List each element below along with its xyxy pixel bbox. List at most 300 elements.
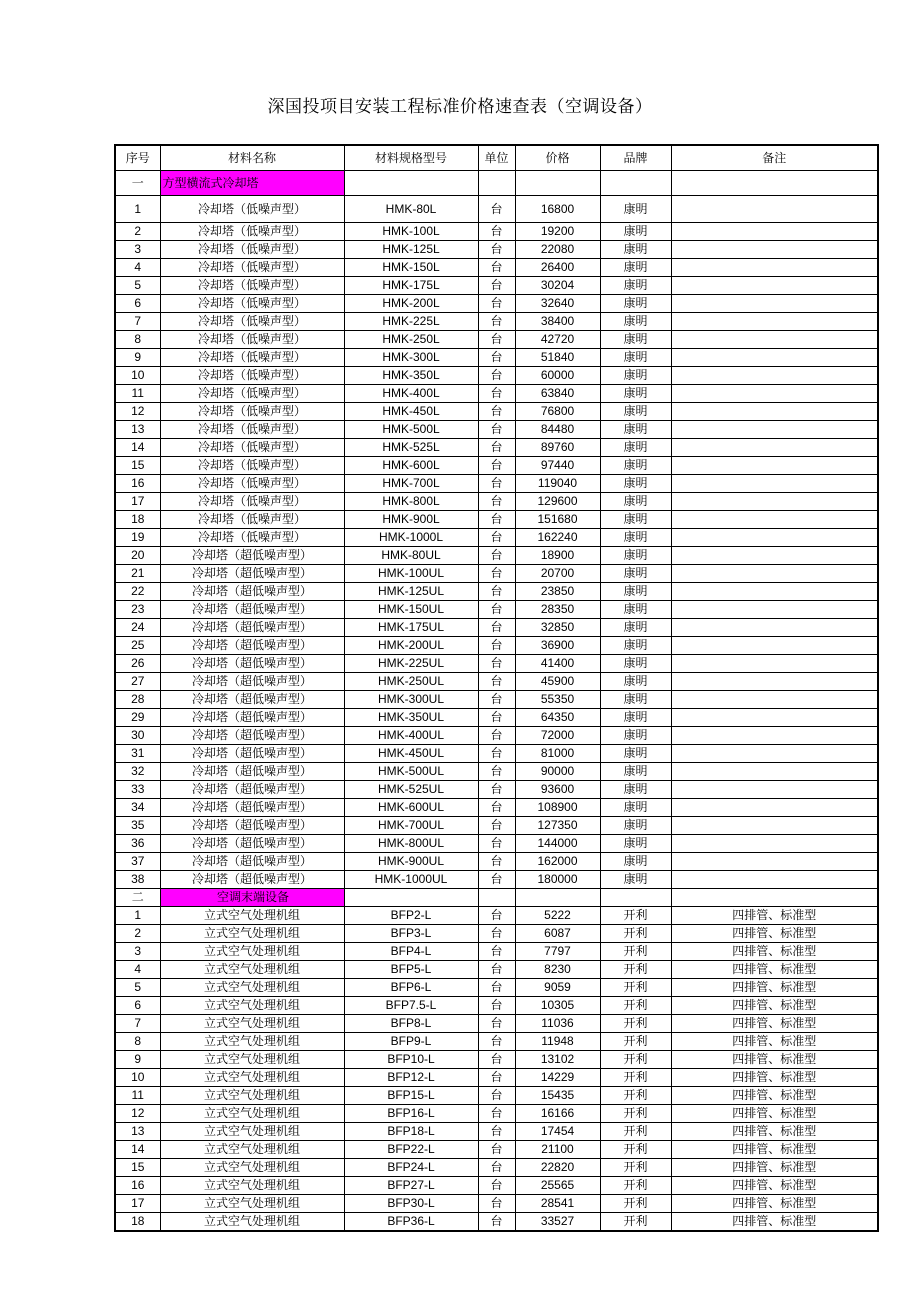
cell-remark xyxy=(671,313,878,331)
cell-price: 21100 xyxy=(515,1141,600,1159)
table-row xyxy=(115,511,878,529)
cell-price: 8230 xyxy=(515,961,600,979)
cell-price: 129600 xyxy=(515,493,600,511)
cell-price: 72000 xyxy=(515,727,600,745)
cell-index: 14 xyxy=(115,1141,160,1159)
cell-unit: 台 xyxy=(478,349,515,367)
cell-brand: 康明 xyxy=(600,259,671,277)
cell-index: 6 xyxy=(115,997,160,1015)
cell-model: HMK-400UL xyxy=(344,727,478,745)
cell-model: HMK-1000UL xyxy=(344,871,478,889)
cell-unit: 台 xyxy=(478,907,515,925)
table-row xyxy=(115,673,878,691)
cell-remark xyxy=(671,421,878,439)
cell-price: 89760 xyxy=(515,439,600,457)
cell-brand: 开利 xyxy=(600,1105,671,1123)
cell-unit: 台 xyxy=(478,727,515,745)
cell-remark xyxy=(671,601,878,619)
cell-remark xyxy=(671,853,878,871)
cell-name: 冷却塔（超低噪声型） xyxy=(160,799,344,817)
cell-price: 64350 xyxy=(515,709,600,727)
section-empty-cell xyxy=(344,171,478,196)
cell-price: 81000 xyxy=(515,745,600,763)
cell-remark xyxy=(671,295,878,313)
table-row xyxy=(115,1141,878,1159)
cell-index: 36 xyxy=(115,835,160,853)
cell-brand: 康明 xyxy=(600,763,671,781)
cell-model: BFP9-L xyxy=(344,1033,478,1051)
cell-brand: 康明 xyxy=(600,349,671,367)
price-table xyxy=(114,144,879,1232)
cell-brand: 开利 xyxy=(600,979,671,997)
cell-price: 180000 xyxy=(515,871,600,889)
table-row xyxy=(115,403,878,421)
cell-index: 1 xyxy=(115,196,160,223)
cell-name: 冷却塔（超低噪声型） xyxy=(160,673,344,691)
cell-name: 立式空气处理机组 xyxy=(160,1051,344,1069)
cell-unit: 台 xyxy=(478,781,515,799)
cell-unit: 台 xyxy=(478,1141,515,1159)
cell-price: 90000 xyxy=(515,763,600,781)
cell-index: 35 xyxy=(115,817,160,835)
table-row xyxy=(115,979,878,997)
cell-unit: 台 xyxy=(478,529,515,547)
cell-model: BFP3-L xyxy=(344,925,478,943)
cell-unit: 台 xyxy=(478,853,515,871)
cell-name: 冷却塔（低噪声型） xyxy=(160,241,344,259)
cell-unit: 台 xyxy=(478,403,515,421)
cell-remark xyxy=(671,403,878,421)
cell-name: 冷却塔（超低噪声型） xyxy=(160,565,344,583)
cell-index: 16 xyxy=(115,1177,160,1195)
table-header-row xyxy=(115,145,878,171)
cell-price: 17454 xyxy=(515,1123,600,1141)
cell-price: 28541 xyxy=(515,1195,600,1213)
cell-name: 冷却塔（超低噪声型） xyxy=(160,853,344,871)
cell-brand: 康明 xyxy=(600,385,671,403)
cell-index: 6 xyxy=(115,295,160,313)
cell-unit: 台 xyxy=(478,475,515,493)
table-row xyxy=(115,997,878,1015)
cell-index: 10 xyxy=(115,1069,160,1087)
cell-brand: 康明 xyxy=(600,196,671,223)
section-empty-cell xyxy=(600,171,671,196)
cell-unit: 台 xyxy=(478,763,515,781)
cell-brand: 康明 xyxy=(600,619,671,637)
cell-unit: 台 xyxy=(478,835,515,853)
cell-model: BFP27-L xyxy=(344,1177,478,1195)
table-row xyxy=(115,853,878,871)
cell-remark xyxy=(671,331,878,349)
cell-remark: 四排管、标准型 xyxy=(671,925,878,943)
cell-index: 7 xyxy=(115,1015,160,1033)
cell-brand: 开利 xyxy=(600,961,671,979)
cell-brand: 开利 xyxy=(600,1123,671,1141)
cell-remark: 四排管、标准型 xyxy=(671,1069,878,1087)
cell-index: 17 xyxy=(115,493,160,511)
cell-remark xyxy=(671,457,878,475)
cell-remark xyxy=(671,763,878,781)
cell-price: 11036 xyxy=(515,1015,600,1033)
cell-brand: 康明 xyxy=(600,493,671,511)
cell-name: 冷却塔（超低噪声型） xyxy=(160,835,344,853)
cell-model: BFP5-L xyxy=(344,961,478,979)
cell-index: 15 xyxy=(115,457,160,475)
table-row xyxy=(115,349,878,367)
cell-brand: 康明 xyxy=(600,691,671,709)
table-row xyxy=(115,565,878,583)
cell-price: 22820 xyxy=(515,1159,600,1177)
cell-model: BFP8-L xyxy=(344,1015,478,1033)
cell-index: 8 xyxy=(115,1033,160,1051)
cell-unit: 台 xyxy=(478,547,515,565)
cell-unit: 台 xyxy=(478,1015,515,1033)
cell-price: 5222 xyxy=(515,907,600,925)
cell-brand: 康明 xyxy=(600,709,671,727)
cell-unit: 台 xyxy=(478,709,515,727)
cell-remark xyxy=(671,799,878,817)
table-row xyxy=(115,907,878,925)
table-row xyxy=(115,871,878,889)
cell-unit: 台 xyxy=(478,673,515,691)
cell-name: 冷却塔（超低噪声型） xyxy=(160,763,344,781)
cell-remark xyxy=(671,655,878,673)
cell-index: 8 xyxy=(115,331,160,349)
cell-name: 立式空气处理机组 xyxy=(160,979,344,997)
cell-model: HMK-80L xyxy=(344,196,478,223)
cell-model: HMK-150L xyxy=(344,259,478,277)
cell-brand: 康明 xyxy=(600,601,671,619)
cell-price: 97440 xyxy=(515,457,600,475)
header-model: 材料规格型号 xyxy=(344,145,478,171)
cell-name: 冷却塔（超低噪声型） xyxy=(160,583,344,601)
table-row xyxy=(115,619,878,637)
cell-remark: 四排管、标准型 xyxy=(671,1141,878,1159)
cell-index: 31 xyxy=(115,745,160,763)
table-row xyxy=(115,529,878,547)
cell-price: 32640 xyxy=(515,295,600,313)
cell-price: 19200 xyxy=(515,223,600,241)
cell-unit: 台 xyxy=(478,745,515,763)
cell-remark xyxy=(671,223,878,241)
cell-name: 冷却塔（超低噪声型） xyxy=(160,655,344,673)
cell-price: 162240 xyxy=(515,529,600,547)
cell-name: 冷却塔（低噪声型） xyxy=(160,295,344,313)
cell-brand: 康明 xyxy=(600,439,671,457)
cell-remark: 四排管、标准型 xyxy=(671,979,878,997)
cell-unit: 台 xyxy=(478,637,515,655)
cell-index: 15 xyxy=(115,1159,160,1177)
cell-remark: 四排管、标准型 xyxy=(671,907,878,925)
cell-remark xyxy=(671,871,878,889)
cell-remark xyxy=(671,475,878,493)
cell-model: HMK-125UL xyxy=(344,583,478,601)
cell-remark xyxy=(671,781,878,799)
cell-brand: 康明 xyxy=(600,475,671,493)
cell-brand: 康明 xyxy=(600,529,671,547)
cell-remark xyxy=(671,367,878,385)
cell-model: HMK-350L xyxy=(344,367,478,385)
cell-model: HMK-500UL xyxy=(344,763,478,781)
cell-price: 22080 xyxy=(515,241,600,259)
cell-remark: 四排管、标准型 xyxy=(671,1177,878,1195)
cell-model: BFP6-L xyxy=(344,979,478,997)
table-row xyxy=(115,637,878,655)
cell-index: 22 xyxy=(115,583,160,601)
cell-unit: 台 xyxy=(478,1195,515,1213)
cell-price: 63840 xyxy=(515,385,600,403)
cell-index: 3 xyxy=(115,943,160,961)
cell-unit: 台 xyxy=(478,925,515,943)
cell-model: HMK-250L xyxy=(344,331,478,349)
cell-index: 3 xyxy=(115,241,160,259)
cell-index: 33 xyxy=(115,781,160,799)
cell-model: HMK-800L xyxy=(344,493,478,511)
cell-remark xyxy=(671,277,878,295)
cell-index: 9 xyxy=(115,349,160,367)
cell-index: 10 xyxy=(115,367,160,385)
cell-remark: 四排管、标准型 xyxy=(671,1033,878,1051)
table-row xyxy=(115,709,878,727)
cell-name: 冷却塔（低噪声型） xyxy=(160,259,344,277)
cell-remark: 四排管、标准型 xyxy=(671,997,878,1015)
cell-remark: 四排管、标准型 xyxy=(671,1087,878,1105)
cell-brand: 康明 xyxy=(600,871,671,889)
cell-name: 立式空气处理机组 xyxy=(160,997,344,1015)
cell-unit: 台 xyxy=(478,295,515,313)
cell-remark xyxy=(671,196,878,223)
cell-remark xyxy=(671,619,878,637)
table-row xyxy=(115,421,878,439)
cell-model: HMK-700UL xyxy=(344,817,478,835)
cell-remark xyxy=(671,529,878,547)
table-row xyxy=(115,1123,878,1141)
cell-brand: 开利 xyxy=(600,1051,671,1069)
cell-price: 84480 xyxy=(515,421,600,439)
cell-name: 冷却塔（低噪声型） xyxy=(160,457,344,475)
cell-index: 17 xyxy=(115,1195,160,1213)
cell-unit: 台 xyxy=(478,1087,515,1105)
cell-price: 151680 xyxy=(515,511,600,529)
cell-price: 16800 xyxy=(515,196,600,223)
cell-index: 4 xyxy=(115,961,160,979)
cell-price: 15435 xyxy=(515,1087,600,1105)
cell-brand: 康明 xyxy=(600,547,671,565)
table-row xyxy=(115,277,878,295)
cell-name: 冷却塔（超低噪声型） xyxy=(160,637,344,655)
cell-price: 11948 xyxy=(515,1033,600,1051)
cell-brand: 康明 xyxy=(600,223,671,241)
table-row xyxy=(115,655,878,673)
cell-model: HMK-1000L xyxy=(344,529,478,547)
table-row xyxy=(115,781,878,799)
table-row xyxy=(115,745,878,763)
table-row xyxy=(115,1195,878,1213)
cell-unit: 台 xyxy=(478,583,515,601)
cell-name: 立式空气处理机组 xyxy=(160,1141,344,1159)
table-row xyxy=(115,1213,878,1232)
cell-unit: 台 xyxy=(478,241,515,259)
cell-index: 21 xyxy=(115,565,160,583)
cell-name: 冷却塔（超低噪声型） xyxy=(160,871,344,889)
cell-name: 冷却塔（低噪声型） xyxy=(160,196,344,223)
cell-name: 立式空气处理机组 xyxy=(160,925,344,943)
cell-name: 冷却塔（低噪声型） xyxy=(160,421,344,439)
cell-name: 冷却塔（低噪声型） xyxy=(160,493,344,511)
table-row xyxy=(115,196,878,223)
cell-index: 28 xyxy=(115,691,160,709)
cell-unit: 台 xyxy=(478,1051,515,1069)
cell-model: HMK-225UL xyxy=(344,655,478,673)
cell-index: 13 xyxy=(115,1123,160,1141)
cell-name: 立式空气处理机组 xyxy=(160,1087,344,1105)
cell-price: 20700 xyxy=(515,565,600,583)
cell-index: 38 xyxy=(115,871,160,889)
cell-remark: 四排管、标准型 xyxy=(671,961,878,979)
table-row xyxy=(115,943,878,961)
cell-name: 冷却塔（超低噪声型） xyxy=(160,709,344,727)
cell-model: BFP36-L xyxy=(344,1213,478,1232)
cell-name: 冷却塔（超低噪声型） xyxy=(160,817,344,835)
cell-index: 13 xyxy=(115,421,160,439)
cell-model: HMK-300L xyxy=(344,349,478,367)
header-remark: 备注 xyxy=(671,145,878,171)
cell-index: 27 xyxy=(115,673,160,691)
table-row xyxy=(115,313,878,331)
cell-index: 18 xyxy=(115,1213,160,1232)
cell-remark xyxy=(671,547,878,565)
table-row xyxy=(115,493,878,511)
cell-brand: 康明 xyxy=(600,799,671,817)
cell-brand: 开利 xyxy=(600,1141,671,1159)
cell-unit: 台 xyxy=(478,1105,515,1123)
cell-index: 7 xyxy=(115,313,160,331)
section-empty-cell xyxy=(478,171,515,196)
cell-remark xyxy=(671,439,878,457)
cell-remark xyxy=(671,385,878,403)
cell-brand: 康明 xyxy=(600,781,671,799)
cell-name: 立式空气处理机组 xyxy=(160,907,344,925)
cell-remark xyxy=(671,691,878,709)
cell-price: 16166 xyxy=(515,1105,600,1123)
cell-index: 11 xyxy=(115,1087,160,1105)
cell-name: 冷却塔（低噪声型） xyxy=(160,511,344,529)
table-row xyxy=(115,601,878,619)
cell-model: HMK-200UL xyxy=(344,637,478,655)
cell-price: 76800 xyxy=(515,403,600,421)
cell-brand: 开利 xyxy=(600,925,671,943)
cell-name: 冷却塔（超低噪声型） xyxy=(160,781,344,799)
cell-price: 127350 xyxy=(515,817,600,835)
cell-model: HMK-600UL xyxy=(344,799,478,817)
cell-name: 立式空气处理机组 xyxy=(160,1195,344,1213)
table-row xyxy=(115,799,878,817)
cell-price: 7797 xyxy=(515,943,600,961)
cell-model: BFP30-L xyxy=(344,1195,478,1213)
cell-price: 108900 xyxy=(515,799,600,817)
cell-name: 冷却塔（超低噪声型） xyxy=(160,547,344,565)
cell-brand: 康明 xyxy=(600,511,671,529)
cell-brand: 康明 xyxy=(600,583,671,601)
cell-name: 立式空气处理机组 xyxy=(160,943,344,961)
cell-model: HMK-250UL xyxy=(344,673,478,691)
cell-index: 1 xyxy=(115,907,160,925)
table-row xyxy=(115,925,878,943)
cell-unit: 台 xyxy=(478,619,515,637)
section-label: 空调末端设备 xyxy=(160,889,344,907)
header-unit: 单位 xyxy=(478,145,515,171)
cell-brand: 开利 xyxy=(600,1015,671,1033)
cell-brand: 开利 xyxy=(600,1033,671,1051)
table-row xyxy=(115,1015,878,1033)
cell-name: 冷却塔（低噪声型） xyxy=(160,313,344,331)
cell-name: 冷却塔（超低噪声型） xyxy=(160,745,344,763)
cell-model: HMK-100L xyxy=(344,223,478,241)
cell-index: 32 xyxy=(115,763,160,781)
cell-index: 5 xyxy=(115,979,160,997)
table-row xyxy=(115,385,878,403)
cell-brand: 康明 xyxy=(600,655,671,673)
cell-index: 2 xyxy=(115,223,160,241)
cell-model: HMK-80UL xyxy=(344,547,478,565)
cell-unit: 台 xyxy=(478,799,515,817)
cell-index: 37 xyxy=(115,853,160,871)
table-row xyxy=(115,331,878,349)
cell-index: 19 xyxy=(115,529,160,547)
cell-price: 30204 xyxy=(515,277,600,295)
cell-brand: 康明 xyxy=(600,745,671,763)
table-row xyxy=(115,475,878,493)
cell-unit: 台 xyxy=(478,943,515,961)
cell-model: HMK-450L xyxy=(344,403,478,421)
header-name: 材料名称 xyxy=(160,145,344,171)
cell-name: 冷却塔（超低噪声型） xyxy=(160,727,344,745)
cell-price: 162000 xyxy=(515,853,600,871)
cell-unit: 台 xyxy=(478,277,515,295)
cell-index: 30 xyxy=(115,727,160,745)
page-title: 深国投项目安装工程标准价格速查表（空调设备） xyxy=(267,97,653,117)
cell-remark xyxy=(671,259,878,277)
cell-remark: 四排管、标准型 xyxy=(671,1105,878,1123)
cell-unit: 台 xyxy=(478,1159,515,1177)
header-brand: 品牌 xyxy=(600,145,671,171)
table-row xyxy=(115,835,878,853)
cell-unit: 台 xyxy=(478,367,515,385)
cell-unit: 台 xyxy=(478,601,515,619)
cell-name: 立式空气处理机组 xyxy=(160,1213,344,1232)
cell-remark xyxy=(671,709,878,727)
cell-model: HMK-225L xyxy=(344,313,478,331)
cell-model: HMK-500L xyxy=(344,421,478,439)
cell-unit: 台 xyxy=(478,259,515,277)
header-index: 序号 xyxy=(115,145,160,171)
cell-model: HMK-525L xyxy=(344,439,478,457)
cell-price: 93600 xyxy=(515,781,600,799)
cell-brand: 开利 xyxy=(600,943,671,961)
cell-unit: 台 xyxy=(478,655,515,673)
cell-index: 11 xyxy=(115,385,160,403)
table-row xyxy=(115,817,878,835)
cell-brand: 开利 xyxy=(600,997,671,1015)
cell-remark: 四排管、标准型 xyxy=(671,1015,878,1033)
cell-model: BFP16-L xyxy=(344,1105,478,1123)
cell-price: 38400 xyxy=(515,313,600,331)
cell-model: BFP18-L xyxy=(344,1123,478,1141)
cell-unit: 台 xyxy=(478,997,515,1015)
cell-name: 冷却塔（低噪声型） xyxy=(160,331,344,349)
cell-brand: 康明 xyxy=(600,565,671,583)
cell-index: 23 xyxy=(115,601,160,619)
